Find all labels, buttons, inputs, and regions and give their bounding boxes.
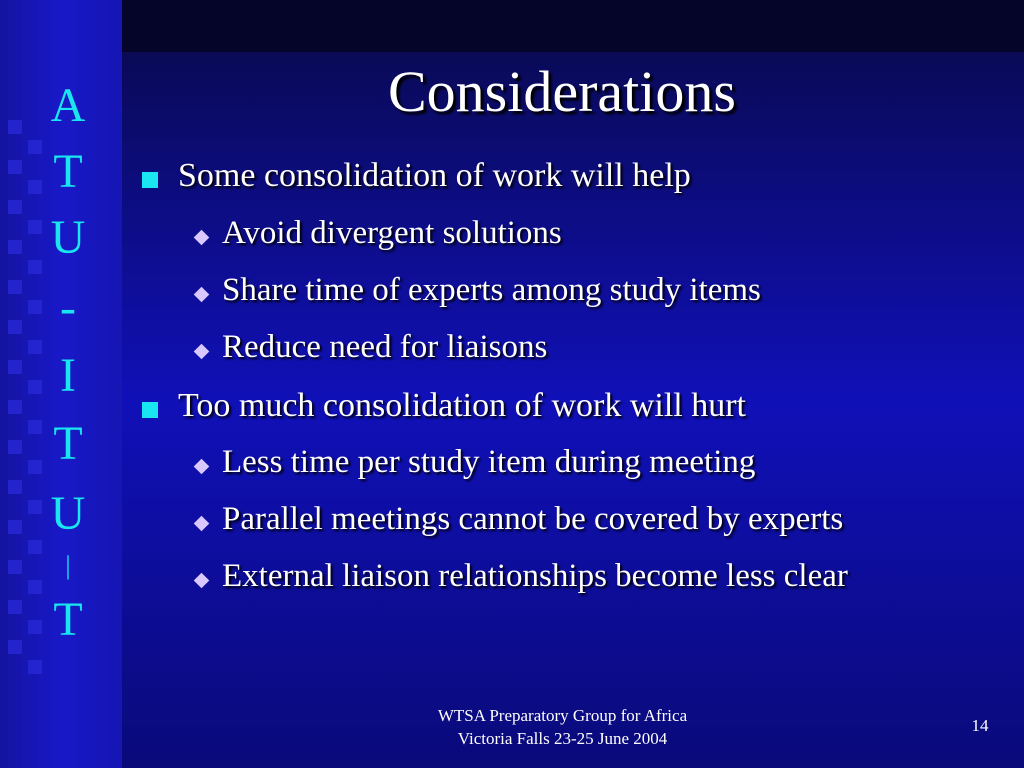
side-letter: T [53, 145, 83, 198]
sub-bullet-text: Parallel meetings cannot be covered by experts [222, 501, 844, 537]
square-bullet-icon [142, 402, 158, 418]
footer-line: WTSA Preparatory Group for Africa [437, 706, 688, 725]
sidebar [0, 0, 122, 768]
sub-bullet-text: Less time per study item during meeting [222, 444, 756, 480]
slide-title: Considerations [388, 59, 736, 124]
footer [390, 704, 735, 750]
top-band [0, 0, 1024, 52]
side-letter: U [50, 211, 86, 264]
bullet-text: Too much consolidation of work will hurt [178, 387, 746, 424]
side-letter: T [53, 593, 83, 646]
sub-bullet-text: Reduce need for liaisons [222, 329, 548, 365]
pattern-square [8, 400, 22, 414]
side-letter: I [60, 349, 76, 402]
bullet-text: Some consolidation of work will help [178, 157, 691, 194]
page-number: 14 [971, 716, 989, 735]
pattern-square [8, 200, 22, 214]
side-letter: U [50, 487, 86, 540]
sub-bullet-text: Share time of experts among study items [222, 272, 761, 308]
side-letter: A [50, 79, 86, 132]
sub-bullet-text: External liaison relationships become less clear [222, 558, 848, 594]
sub-bullet-text: Avoid divergent solutions [222, 215, 562, 251]
pattern-square [28, 660, 42, 674]
pattern-square [28, 580, 42, 594]
pattern-square [28, 540, 42, 554]
diamond-bullet-icon [194, 573, 210, 589]
side-letter: - [60, 281, 76, 334]
square-bullet-icon [142, 172, 158, 188]
diamond-bullet-icon [194, 287, 210, 303]
diamond-bullet-icon [194, 344, 210, 360]
footer-line: Victoria Falls 23-25 June 2004 [457, 729, 668, 748]
pattern-square [28, 260, 42, 274]
side-letter: T [53, 417, 83, 470]
diamond-bullet-icon [194, 459, 210, 475]
diamond-bullet-icon [194, 230, 210, 246]
diamond-bullet-icon [194, 516, 210, 532]
side-letter: | [65, 551, 71, 580]
